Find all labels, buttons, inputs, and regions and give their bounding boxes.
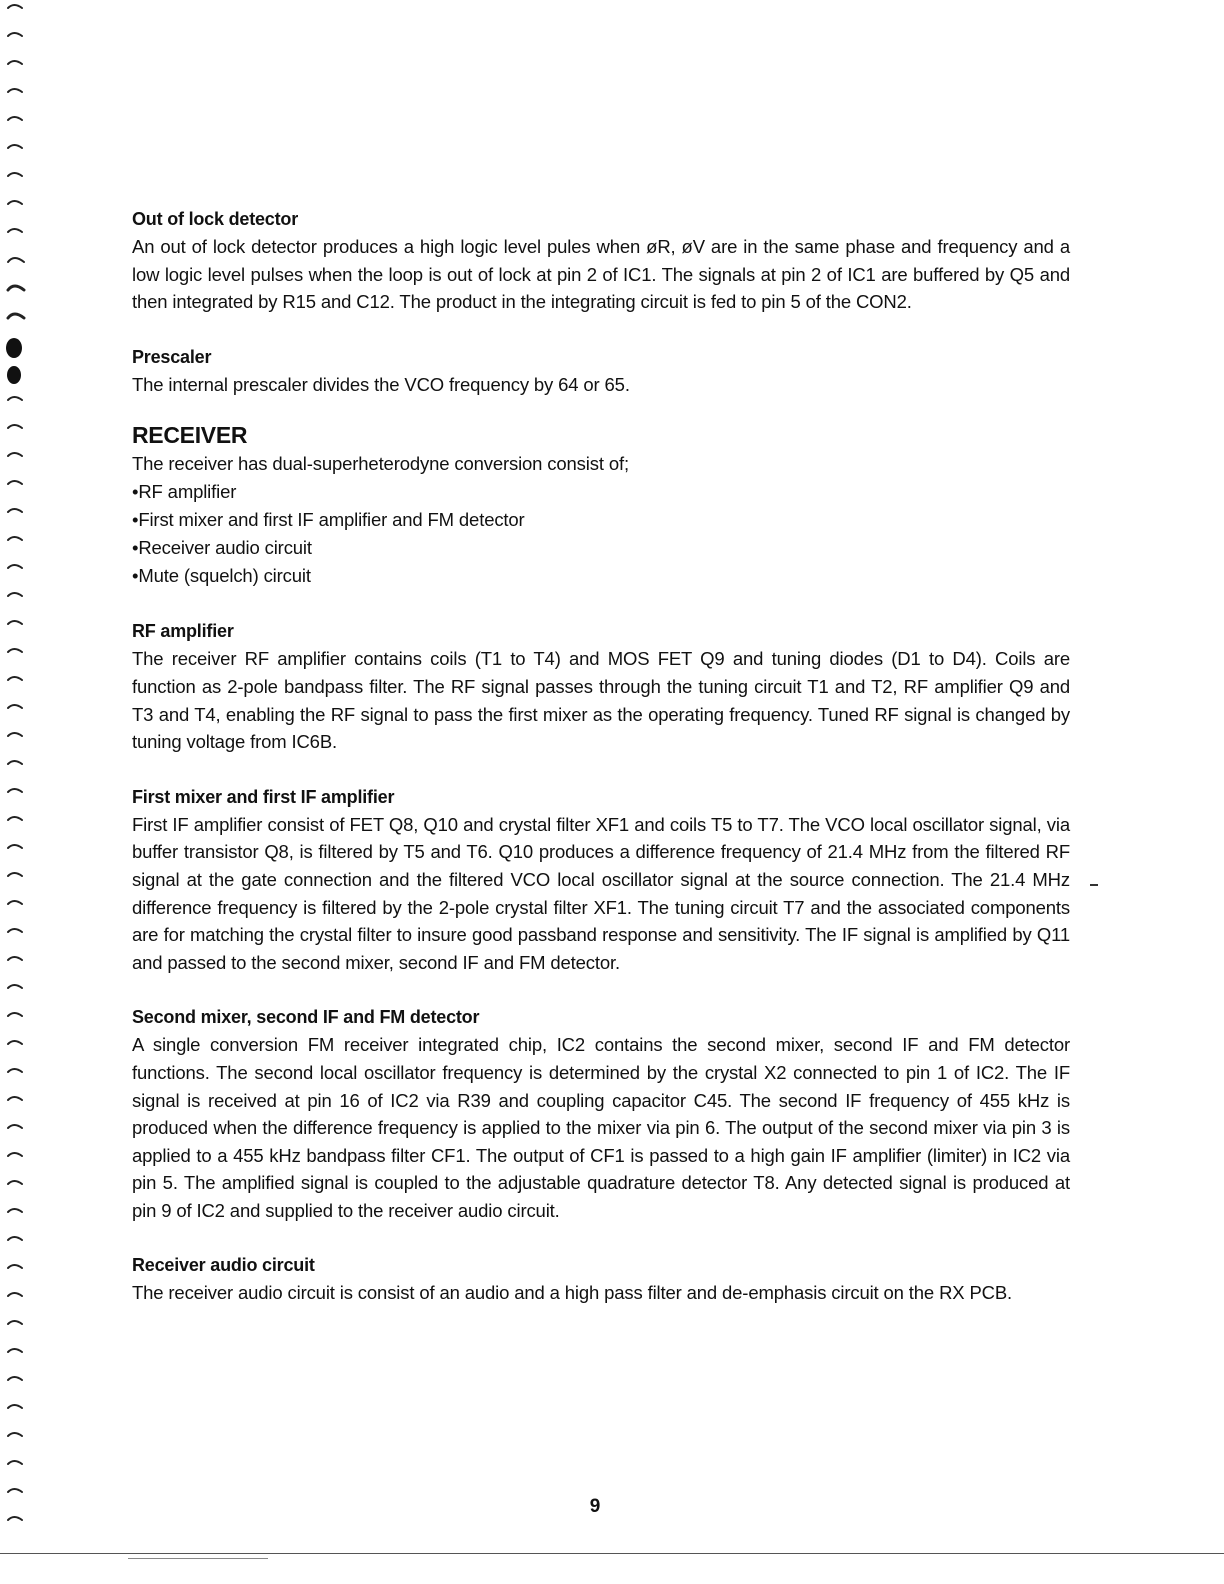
section-receiver — [132, 420, 1070, 590]
section-first-mixer — [132, 784, 1070, 977]
section-body: The internal prescaler divides the VCO frequency by 64 or 65. — [132, 373, 630, 395]
binding-marks — [0, 0, 40, 1584]
section-out-of-lock-detector — [132, 206, 1070, 316]
page-content — [132, 206, 1070, 1307]
section-heading: Receiver audio circuit — [132, 1255, 315, 1276]
section-body: The receiver audio circuit is consist of an audio and a high pass filter and de-emphasis circuit on the RX PCB. — [132, 1282, 1013, 1304]
bottom-rule-short — [128, 1558, 268, 1559]
section-body: First IF amplifier consist of FET Q8, Q10 and crystal filter XF1 and coils T5 to T7. The VCO local oscillator signal, via buffer transistor Q8, is filtered by T5 and T6. Q10 produces a difference frequency of 21.4 MHz from the filtered RF signal at the gate connection and the filtered VCO local oscillator signal at the source connection. The 21.4 MHz difference frequency is filtered by the 2-pole crystal filter XF1. The tuning circuit T7 and the associated components are for matching the crystal filter to insure good passband response and sensitivity. The IF signal is amplified by Q11 and passed to the second mixer, second IF and FM detector. — [132, 813, 1070, 973]
section-heading: RF amplifier — [132, 621, 234, 642]
section-prescaler — [132, 344, 1070, 399]
list-item: •Receiver audio circuit — [132, 537, 312, 559]
section-heading: Second mixer, second IF and FM detector — [132, 1007, 480, 1028]
section-heading: Prescaler — [132, 346, 212, 367]
section-body: An out of lock detector produces a high logic level pules when øR, øV are in the same phase and frequency and a low logic level pulses when the loop is out of lock at pin 2 of IC1. The signals at pin 2 of IC1 are buffered by Q5 and then integrated by R15 and C12. The product in the integrating circuit is fed to pin 5 of the CON2. — [132, 236, 1070, 313]
section-heading: Out of lock detector — [132, 209, 299, 229]
list-item: •First mixer and first IF amplifier and FM detector — [132, 509, 525, 531]
page-number: 9 — [589, 1496, 601, 1517]
bottom-rule — [0, 1553, 1224, 1554]
section-body: A single conversion FM receiver integrated chip, IC2 contains the second mixer, second IF and FM detector functions. The second local oscillator frequency is determined by the crystal X2 connected to pin 1 of IC2. The IF signal is received at pin 16 of IC2 via R39 and coupling capacitor C45. The second IF frequency of 455 kHz is produced when the difference frequency is applied to the mixer via pin 6. The output of the second mixer via pin 3 is applied to a 455 kHz bandpass filter CF1. The output of CF1 is passed to a high gain IF amplifier (limiter) in IC2 via pin 5. The amplified signal is coupled to the adjustable quadrature detector T8. Any detected signal is produced at pin 9 of IC2 and supplied to the receiver audio circuit. — [132, 1034, 1070, 1221]
receiver-heading: RECEIVER — [132, 422, 248, 449]
receiver-intro: The receiver has dual-superheterodyne conversion consist of; — [132, 453, 629, 475]
section-second-mixer — [132, 1004, 1070, 1224]
section-receiver-audio — [132, 1252, 1070, 1307]
list-item: •RF amplifier — [132, 481, 237, 503]
margin-tick — [1090, 884, 1098, 886]
section-heading: First mixer and first IF amplifier — [132, 786, 395, 807]
list-item: •Mute (squelch) circuit — [132, 565, 311, 587]
section-rf-amplifier — [132, 618, 1070, 755]
section-body: The receiver RF amplifier contains coils (T1 to T4) and MOS FET Q9 and tuning diodes (D1 to D4). Coils are function as 2-pole bandpass filter. The RF signal passes through the tuning circuit T1 and T2, RF amplifier Q9 and T3 and T4, enabling the RF signal to pass the first mixer as the operating frequency. Tuned RF signal is changed by tuning voltage from IC6B. — [132, 648, 1070, 753]
